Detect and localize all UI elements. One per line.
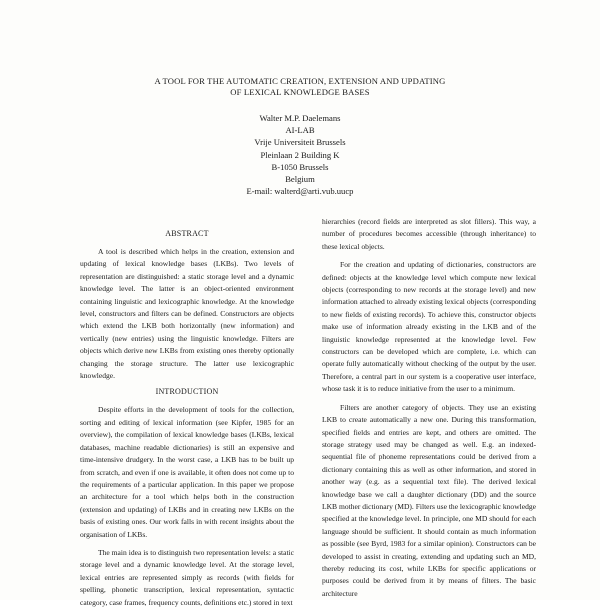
author-city: B-1050 Brussels [271, 161, 329, 172]
intro-paragraph-1: Despite efforts in the development of tools for the collection, sorting and editing of lexical information (see Kipfer, 1985 for an overview), the compilation of lexical knowledge bases (LKBs, lexical databases, machine readable dictionaries) is still an expensive and time-intensive drudgery. In the worst case, a LKB has to be built up from scratch, and even if one is available, it often does not come up to the requirements of a particular application. In this paper we propose an architecture for a tool which helps both in the construction (extension and updating) of LKBs and in creating new LKBs on the basis of existing ones. Our work falls in with recent insights about the organisation of LKBs. [80, 405, 294, 539]
author-email: E-mail: walterd@arti.vub.uucp [246, 186, 354, 197]
right-paragraph-1: hierarchies (record fields are interpreted as slot fillers). This way, a number of procedures becomes accessible (through inheritance) to these lexical objects. [322, 217, 536, 251]
abstract-heading: ABSTRACT [165, 229, 209, 238]
right-paragraph-2: For the creation and updating of dictionaries, constructors are defined: objects at the knowledge level which compute new lexical objects (corresponding to new records at the storage level) and new information attached to already existing lexical objects (corresponding to new fields of existing records). To achieve this, constructor objects make use of information already existing in the LKB and of the linguistic knowledge represented at the knowledge level. Few constructors can be developed which are complete, i.e. which can operate fully automatically without checking of the output by the user. Therefore, a central part in our system is a cooperative user interface, whose task it is to reduce initiative from the user to a minimum. [322, 260, 536, 394]
right-column [322, 216, 536, 600]
title-line-2: OF LEXICAL KNOWLEDGE BASES [230, 87, 370, 97]
author-name: Walter M.P. Daelemans [259, 113, 341, 123]
paper-title [0, 76, 600, 98]
author-country: Belgium [285, 174, 315, 185]
introduction-heading: INTRODUCTION [155, 387, 219, 397]
author-university: Vrije Universiteit Brussels [254, 137, 346, 148]
right-paragraph-3: Filters are another category of objects. They use an existing LKB to create automatically a new one. During this transformation, specified fields and entries are kept, and others are omitted. The storage strategy used may be changed as well. E.g. an indexed-sequential file of phoneme representations could be derived from a dictionary containing this as well as other information, and stored in another way (e.g. as a sequential text file). The derived lexical knowledge base we call a daughter dictionary (DD) and the source LKB mother dictionary (MD). Filters use the lexicographic knowledge specified at the knowledge level. In principle, one MD should for each language should be sufficient. It should contain as much information as possible (see Byrd, 1983 for a similar opinion). Constructors can be developed to assist in creating, extending and updating such an MD, thereby reducing its cost, while LKBs for specific applications or purposes could be derived from it by means of filters. The basic architecture [322, 402, 536, 598]
author-street: Pleinlaan 2 Building K [260, 149, 340, 160]
author-block [0, 112, 600, 197]
abstract-text: A tool is described which helps in the creation, extension and updating of lexical knowledge bases (LKBs). Two levels of representation are distinguished: a static storage level and a dynamic knowledge level. The latter is an object-oriented environment containing linguistic and lexicographic knowledge. At the knowledge level, constructors and filters can be defined. Constructors are objects which extend the LKB both horizontally (new information) and vertically (new entries) using the linguistic knowledge. Filters are objects which derive new LKBs from existing ones thereby optionally changing the storage structure. The latter use lexicographic knowledge. [80, 247, 294, 381]
title-line-1: A TOOL FOR THE AUTOMATIC CREATION, EXTENSION AND UPDATING [154, 76, 446, 86]
left-column [80, 228, 294, 609]
author-lab: AI-LAB [285, 125, 315, 136]
intro-paragraph-2: The main idea is to distinguish two representation levels: a static storage level and a dynamic knowledge level. At the storage level, lexical entries are represented simply as records (with fields for spelling, phonetic transcription, lexical representation, syntactic category, case frames, frequency counts, definitions etc.) stored in text [80, 547, 294, 607]
